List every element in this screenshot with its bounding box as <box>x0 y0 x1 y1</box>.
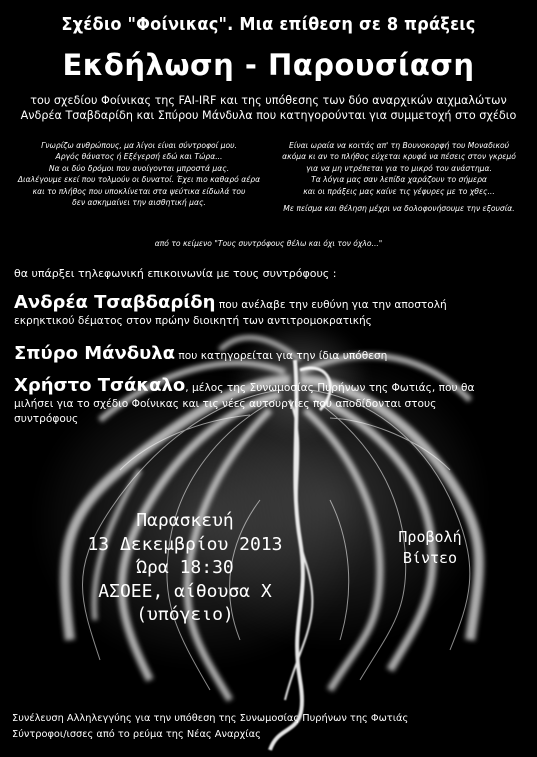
quote-right-line: Με πείσμα και θέληση μέχρι να δολοφονήσουμε την εξουσία. <box>283 204 515 214</box>
comrade-desc: εκρηκτικού δέματος στον πρώην διοικητή των αντιτρομοκρατικής <box>14 315 372 327</box>
phone-intro: θα υπάρξει τηλεφωνική επικοινωνία με τους συντρόφους : <box>14 267 337 280</box>
quote-left-line: Διαλέγουμε εκεί που τολμούν οι δυνατοί. Έχει πιο καθαρό αέρα <box>17 175 261 185</box>
quote-left <box>14 140 264 208</box>
event-day: Παρασκευή <box>136 510 234 531</box>
comrade-name: Ανδρέα Τσαβδαρίδη <box>14 292 216 313</box>
quote-right-line: ακόμα κι αν το πλήθος εύχεται κρυφά να πέσεις στον γκρεμό <box>282 152 516 162</box>
event-place: ΑΣΟΕΕ, αίθουσα Χ <box>98 580 272 602</box>
comrade-name: Χρήστο Τσάκαλο <box>14 375 186 396</box>
quote-left-line: Να οι δύο δρόμοι που ανοίγονται μπροστά μας. <box>48 163 230 173</box>
comrade-entry <box>14 375 519 426</box>
quote-left-line: Γνωρίζω ανθρώπους, μα λίγοι είναι σύντροφοί μου. <box>41 141 237 150</box>
event-details <box>60 509 310 627</box>
quote-right-line: για να μη ντρέπεται για το μικρό του ανάστημα. <box>306 163 492 173</box>
quote-left-line: Αργός θάνατος ή Εξέγερσή εδώ και Τώρα... <box>55 152 223 162</box>
title-line: Σχέδιο "Φοίνικας". Μια επίθεση σε 8 πράξεις <box>61 14 476 35</box>
video-line: Βίντεο <box>402 549 458 567</box>
quote-right-line: Τα λόγια μας σαν λεπίδα χαράζουν το σήμερα <box>311 175 487 185</box>
quote-source: από το κείμενο "Τους συντρόφους θέλω και όχι τον όχλο..." <box>154 239 383 248</box>
footer-line-1: Συνέλευση Αλληλεγγύης για την υπόθεση της Συνωμοσίας Πυρήνων της Φωτιάς <box>12 713 409 724</box>
subtitle-line-1: του σχεδίου Φοίνικας της FAI-IRF και της υπόθεσης των δύο αναρχικών αιχμαλώτων <box>30 94 507 107</box>
quote-right-line: και οι πράξεις μας καίνε τις γέφυρες με το χθες... <box>303 186 495 196</box>
comrade-desc: συντρόφους <box>14 412 79 425</box>
comrade-name: Σπύρο Μάνδυλα <box>14 343 176 364</box>
subtitle-line-2: Ανδρέα Τσαβδαρίδη και Σπύρου Μάνδυλα που κατηγορούνται για συμμετοχή στο σχέδιο <box>20 109 517 122</box>
comrade-desc: μιλήσει για το σχέδιο Φοίνικας και τις νέες αυτουργίες που αποδίδονται στους <box>14 398 437 410</box>
headline: Εκδήλωση - Παρουσίαση <box>62 48 475 82</box>
comrade-entry <box>14 343 519 365</box>
event-date: 13 Δεκεμβρίου 2013 <box>87 533 283 555</box>
event-time: Ώρα 18:30 <box>136 557 234 578</box>
comrade-entry <box>14 292 519 329</box>
quote-left-line: δεν ασκημαίνει την αισθητική μας. <box>72 198 206 208</box>
quote-right-line: Είναι ωραία να κοιτάς απ' τη Βουνοκορφή του Μοναδικού <box>289 141 509 150</box>
event-floor: (υπόγειο) <box>136 604 234 625</box>
comrade-desc: που ανέλαβε την ευθύνη για την αποστολή <box>218 299 447 311</box>
video-screening <box>370 527 490 569</box>
video-line: Προβολή <box>398 528 462 546</box>
quote-right <box>270 140 528 214</box>
comrade-desc: που κατηγορείται για την ίδια υπόθεση <box>178 350 388 362</box>
quote-left-line: και το πλήθος που υποκλίνεται στα ψεύτικα είδωλά του <box>32 186 246 196</box>
footer-line-2: Σύντροφοι/ισσες από το ρεύμα της Νέας Αναρχίας <box>12 729 261 740</box>
comrade-desc: , μέλος της Συνωμοσίας Πυρήνων της Φωτιάς, που θα <box>185 382 475 394</box>
